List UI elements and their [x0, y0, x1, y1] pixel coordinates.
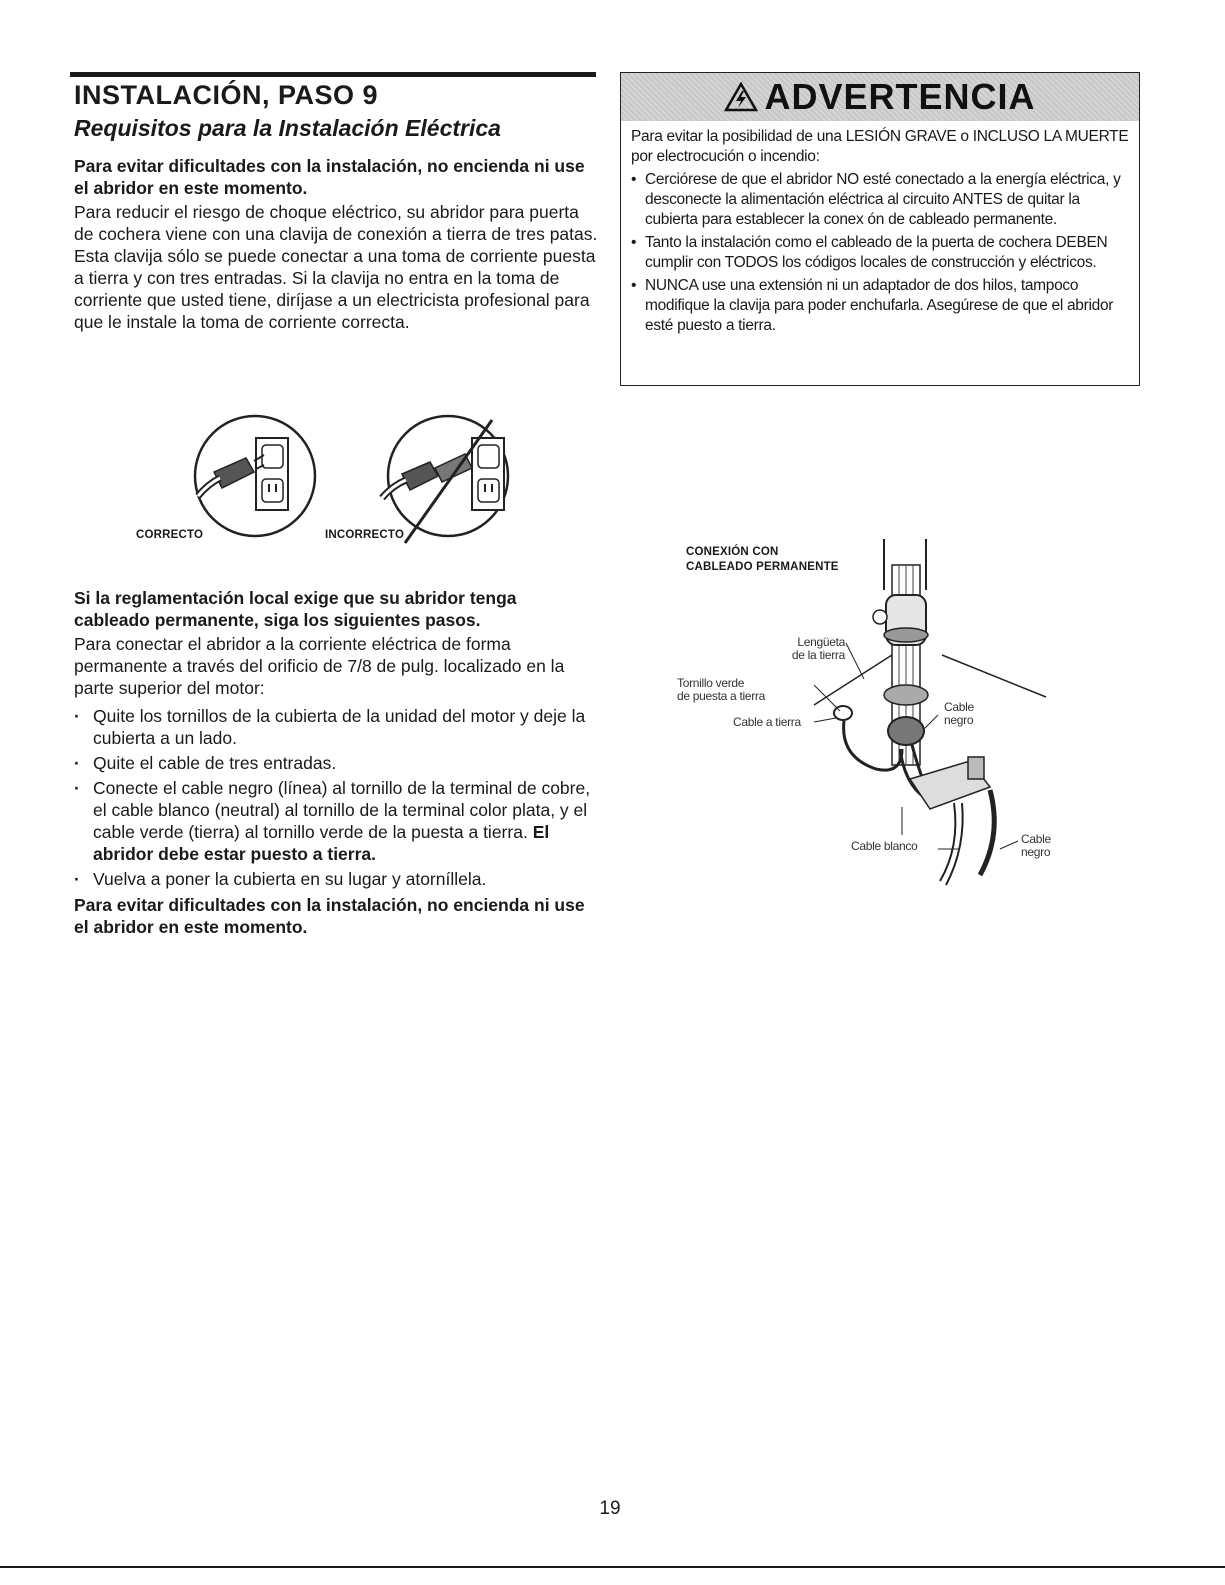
warning-item: • NUNCA use una extensión ni un adaptador de dos hilos, tampoco modifique la clavija para poder enchufarla. Asegúrese de que el abridor esté puesto a tierra.	[631, 276, 1131, 336]
warning-title: ADVERTENCIA	[764, 76, 1036, 117]
step-bold-text: El abridor debe estar puesto a tierra.	[93, 822, 550, 864]
step-item: · Quite los tornillos de la cubierta de la unidad del motor y deje la cubierta a un lado.	[74, 705, 599, 749]
black-wire-label: Cable negro	[944, 700, 974, 727]
warning-item: • Tanto la instalación como el cableado de la puerta de cochera DEBEN cumplir con TODOS los códigos locales de construcción y eléctricos.	[631, 233, 1131, 273]
page-number: 19	[599, 1498, 621, 1519]
warning-list	[631, 170, 1131, 339]
wiring-title-line2: CABLEADO PERMANENTE	[686, 561, 839, 573]
step-text: Conecte el cable negro (línea) al tornillo de la terminal de cobre, el cable blanco (neutral) al tornillo de la terminal color plata, y el cable verde (tierra) al tornillo verde de la puesta a tierra.	[93, 778, 591, 842]
intro-warning-text: Para evitar dificultades con la instalación, no encienda ni use el abridor en este momento.	[74, 156, 585, 198]
section2-heading: Si la reglamentación local exige que su abridor tenga cableado permanente, siga los siguientes pasos.	[74, 588, 517, 630]
page-title: INSTALACIÓN, PASO 9	[74, 80, 379, 110]
step-item: · Vuelva a poner la cubierta en su lugar y atorníllela.	[74, 868, 599, 890]
intro-paragraph: Para reducir el riesgo de choque eléctrico, su abridor para puerta de cochera viene con una clavija de conexión a tierra de tres patas. Esta clavija sólo se puede conectar a una toma de corriente puesta a tierra y con tres entradas. Si la clavija no entra en la toma de corriente que usted tiene, diríjase a un electricista profesional para que le instale la toma de corriente correcta.	[74, 202, 598, 332]
correct-plug-icon	[195, 416, 315, 536]
shock-warning-triangle-icon	[724, 82, 758, 112]
warning-box	[620, 72, 1140, 386]
incorrect-label: INCORRECTO	[325, 529, 405, 541]
title-rule	[70, 72, 596, 77]
incorrect-plug-icon	[382, 416, 508, 543]
ground-wire-label: Cable a tierra	[733, 715, 801, 729]
bottom-rule	[0, 1566, 1225, 1568]
step-item: · Quite el cable de tres entradas.	[74, 752, 599, 774]
green-screw-label: Tornillo verde de puesta a tierra	[677, 676, 765, 703]
steps-list	[74, 705, 599, 893]
warning-item: • Cerciórese de que el abridor NO esté conectado a la energía eléctrica, y desconecte la alimentación eléctrica al circuito ANTES de quitar la cubierta para establecer la conex ón de cableado permanente.	[631, 170, 1131, 230]
warning-header	[621, 73, 1139, 121]
page-subtitle: Requisitos para la Instalación Eléctrica	[74, 115, 501, 141]
correct-label: CORRECTO	[136, 529, 204, 541]
black-wire-label-2: Cable negro	[1021, 832, 1051, 859]
warning-intro: Para evitar la posibilidad de una LESIÓN GRAVE o INCLUSO LA MUERTE por electrocución o incendio:	[631, 128, 1129, 165]
white-wire-label: Cable blanco	[851, 839, 918, 853]
section2-intro: Para conectar el abridor a la corriente eléctrica de forma permanente a través del orificio de 7/8 de pulg. localizado en la parte superior del motor:	[74, 634, 565, 698]
closing-warning-text: Para evitar dificultades con la instalación, no encienda ni use el abridor en este momento.	[74, 895, 585, 937]
wiring-title-line1: CONEXIÓN CON	[686, 546, 779, 558]
ground-tab-label: Lengüeta de la tierra	[791, 635, 845, 662]
step-item	[74, 777, 599, 865]
